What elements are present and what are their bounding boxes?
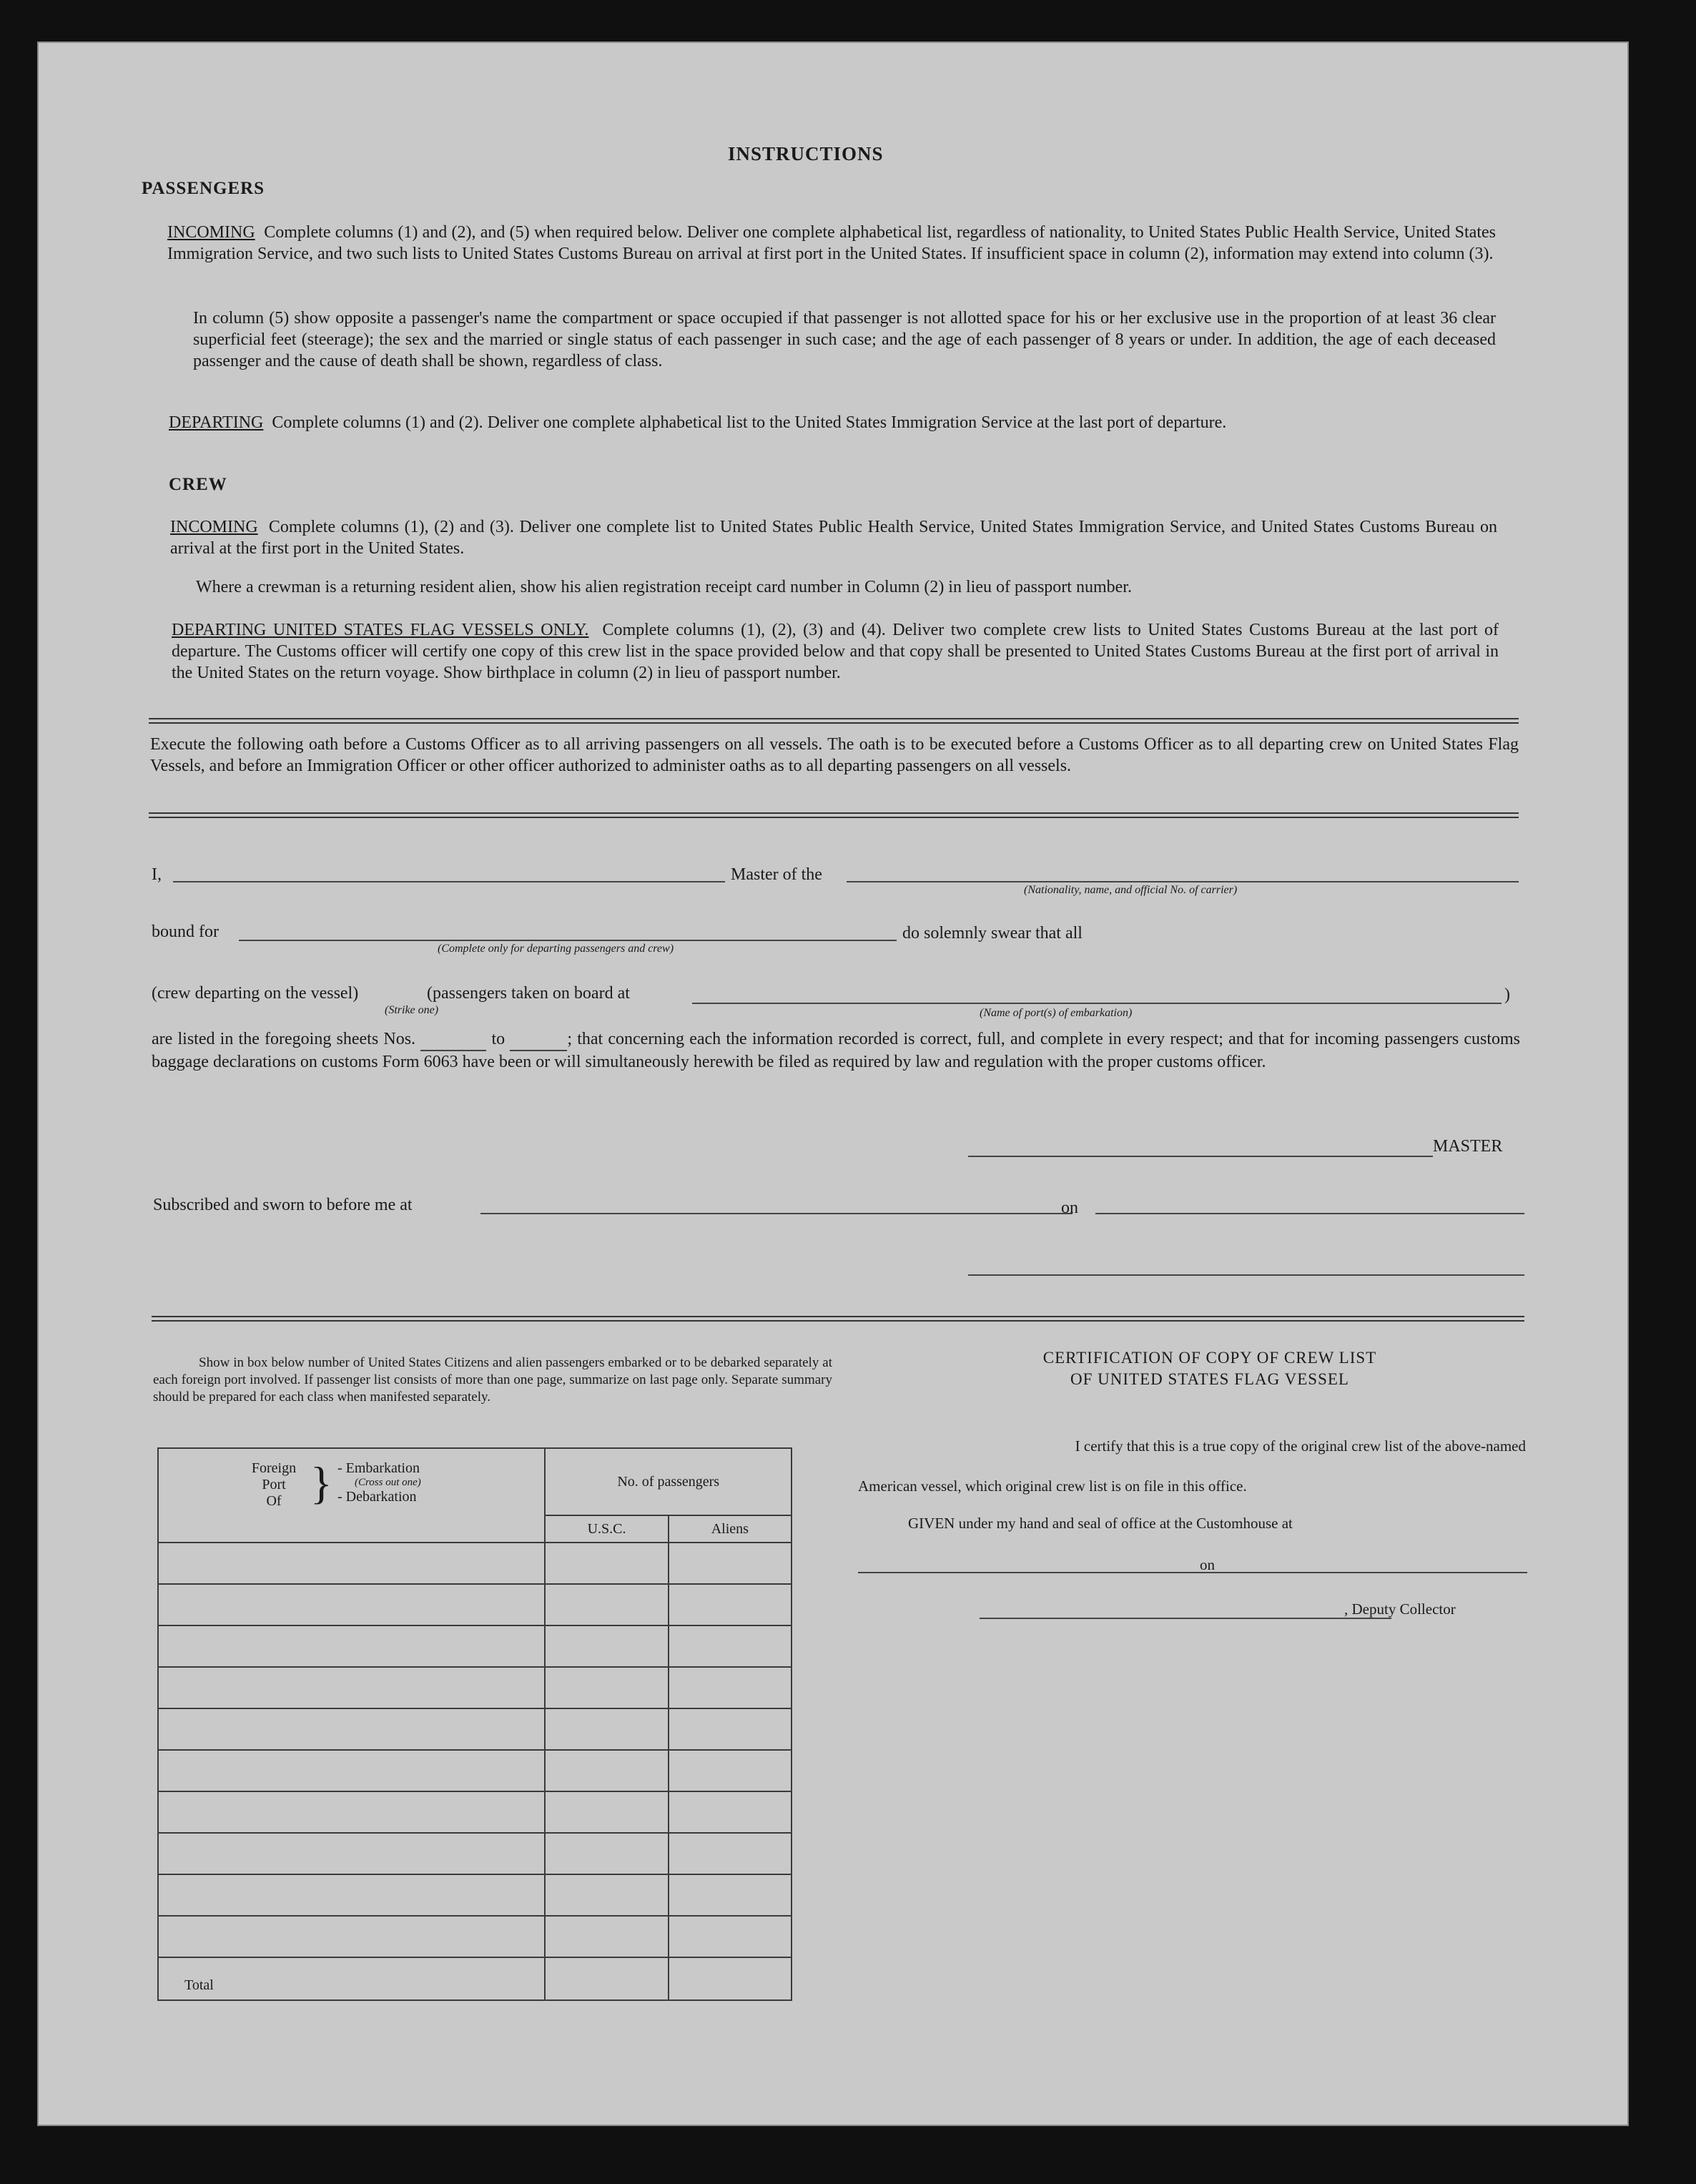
certification-line1: I certify that this is a true copy of the original crew list of the above-named [1075, 1437, 1526, 1455]
bound-for-caption: (Complete only for departing passengers and crew) [438, 943, 674, 955]
passengers-column5-paragraph: In column (5) show opposite a passenger's name the compartment or space occupied if that passenger is not allotted space for his or her exclusive use in the proportion of at least 36 clear superficial feet (steerage); the sex and the married or single status of each passenger in such case; and the age of each passenger of 8 years or under. In addition, the age of each deceased passenger and the cause of death shall be shown, regardless of class. [193, 309, 1496, 370]
usc-header: U.S.C. [545, 1515, 668, 1543]
passengers-incoming-text: Complete columns (1) and (2), and (5) when required below. Deliver one complete alphabetical list, regardless of nationality, to United States Public Health Service, United States Immigration Service, and two such lists to United States Customs Bureau on arrival at first port in the United States. If insufficient space in column (2), information may extend into column (3). [167, 223, 1496, 263]
port-cell[interactable] [158, 1584, 545, 1625]
certification-heading-line1: CERTIFICATION OF COPY OF CREW LIST [1042, 1349, 1377, 1367]
usc-cell[interactable] [545, 1874, 668, 1916]
cross-out-caption: (Cross out one) [355, 1477, 421, 1488]
embark-labels [337, 1460, 421, 1505]
aliens-total-cell[interactable] [669, 1957, 792, 2000]
aliens-cell[interactable] [669, 1791, 792, 1833]
oath-intro: Execute the following oath before a Customs Officer as to all arriving passengers on all vessels. The oath is to be executed before a Customs Officer as to all departing crew on United States Flag Vessels, and before an Immigration Officer or other officer authorized to administer oaths as to all departing passengers on all vessels. [150, 735, 1519, 775]
usc-cell[interactable] [545, 1791, 668, 1833]
embarkation-caption: (Name of port(s) of embarkation) [980, 1007, 1133, 1019]
aliens-cell[interactable] [669, 1750, 792, 1791]
port-cell[interactable] [158, 1916, 545, 1957]
deputy-collector-label: , Deputy Collector [1344, 1600, 1456, 1618]
passengers-departing-paragraph [169, 412, 1496, 433]
carrier-field[interactable] [847, 881, 1519, 882]
foreign-port-of [242, 1460, 306, 1510]
passengers-incoming-lead: INCOMING [167, 223, 255, 242]
of-label: Of [266, 1493, 282, 1509]
foreign-label: Foreign [251, 1460, 297, 1476]
usc-cell[interactable] [545, 1625, 668, 1667]
crew-departing-paragraph [172, 619, 1499, 684]
oath-listed-paragraph [152, 1028, 1520, 1073]
aliens-header: Aliens [669, 1515, 792, 1543]
oath-i-label: I, [152, 865, 162, 884]
certification-heading-line2: OF UNITED STATES FLAG VESSEL [1070, 1370, 1349, 1388]
port-cell[interactable] [158, 1791, 545, 1833]
passenger-summary-table [157, 1447, 792, 2001]
crew-departing-lead: DEPARTING UNITED STATES FLAG VESSELS ONLY. [172, 621, 589, 639]
passengers-heading: PASSENGERS [142, 179, 265, 198]
passengers-departing-lead: DEPARTING [169, 413, 264, 432]
passengers-departing-text: Complete columns (1) and (2). Deliver one complete alphabetical list to the United States Immigration Service at the last port of departure. [272, 413, 1227, 432]
total-label: Total [158, 1957, 545, 2000]
customhouse-field[interactable] [858, 1572, 1230, 1573]
certification-heading [895, 1347, 1524, 1390]
sheet-from-field[interactable] [420, 1028, 486, 1051]
port-cell[interactable] [158, 1625, 545, 1667]
embarkation-option[interactable]: - Embarkation [337, 1460, 420, 1476]
aliens-cell[interactable] [669, 1833, 792, 1874]
divider-rule [152, 1316, 1524, 1322]
deputy-collector-signature-field[interactable] [980, 1618, 1391, 1619]
certification-date-field[interactable] [1224, 1572, 1527, 1573]
master-label: MASTER [1433, 1137, 1503, 1156]
usc-cell[interactable] [545, 1584, 668, 1625]
swear-label: do solemnly swear that all [902, 924, 1083, 943]
form-page [37, 41, 1629, 2126]
port-cell[interactable] [158, 1833, 545, 1874]
port-cell[interactable] [158, 1874, 545, 1916]
port-cell[interactable] [158, 1667, 545, 1708]
divider-rule [149, 812, 1519, 818]
crew-departing-text: Complete columns (1), (2), (3) and (4). Deliver two complete crew lists to United States Customs Bureau at the last port of departure. The Customs officer will certify one copy of this crew list in the space provided below and that copy shall be presented to United States Customs Bureau at the first port of arrival in the United States on the return voyage. Show birthplace in column (2) in lieu of passport number. [172, 621, 1499, 682]
usc-cell[interactable] [545, 1916, 668, 1957]
close-paren: ) [1504, 985, 1510, 1004]
usc-cell[interactable] [545, 1833, 668, 1874]
passengers-taken-option[interactable]: (passengers taken on board at [427, 984, 630, 1003]
page-title: INSTRUCTIONS [728, 143, 884, 164]
port-cell[interactable] [158, 1708, 545, 1750]
summary-instructions: Show in box below number of United States Citizens and alien passengers embarked or to be debarked separately at each foreign port involved. If passenger list consists of more than one page, summarize on last page only. Separate summary should be prepared for each class when manifested separately. [153, 1355, 832, 1405]
no-of-passengers-header: No. of passengers [545, 1448, 792, 1515]
certification-line2: American vessel, which original crew list is on file in this office. [858, 1477, 1247, 1495]
master-signature-field[interactable] [968, 1156, 1433, 1157]
port-cell[interactable] [158, 1750, 545, 1791]
aliens-cell[interactable] [669, 1874, 792, 1916]
listed-text-a: are listed in the foregoing sheets Nos. [152, 1030, 416, 1048]
sworn-on-label: on [1061, 1199, 1078, 1217]
certification-on-label: on [1200, 1556, 1215, 1573]
strike-one-caption: (Strike one) [385, 1004, 439, 1016]
crew-resident-paragraph: Where a crewman is a returning resident alien, show his alien registration receipt card number in Column (2) in lieu of passport number. [196, 578, 1132, 596]
master-of-label: Master of the [731, 865, 822, 884]
crew-incoming-lead: INCOMING [170, 518, 258, 536]
passengers-incoming-paragraph [167, 222, 1496, 265]
usc-cell[interactable] [545, 1667, 668, 1708]
aliens-cell[interactable] [669, 1543, 792, 1584]
listed-text-b: ; that concerning each the information recorded is correct, full, and complete in every respect; and that for incoming passengers customs baggage declarations on customs Form 6063 have been or will simultaneously herewith be filed as required by law and regulation with the proper customs officer. [152, 1030, 1521, 1071]
port-label: Port [262, 1477, 286, 1492]
usc-cell[interactable] [545, 1708, 668, 1750]
usc-total-cell[interactable] [545, 1957, 668, 2000]
aliens-cell[interactable] [669, 1916, 792, 1957]
debarkation-option[interactable]: - Debarkation [337, 1489, 417, 1505]
aliens-cell[interactable] [669, 1667, 792, 1708]
sheet-to-field[interactable] [510, 1028, 567, 1051]
brace: } [310, 1457, 332, 1508]
sworn-date-field[interactable] [1095, 1213, 1524, 1214]
master-name-field[interactable] [173, 881, 725, 882]
usc-cell[interactable] [545, 1543, 668, 1584]
divider-rule [149, 718, 1519, 724]
bound-for-label: bound for [152, 923, 219, 941]
listed-to-text: to [491, 1030, 506, 1048]
crew-heading: CREW [169, 475, 227, 494]
certification-line3: GIVEN under my hand and seal of office at the Customhouse at [908, 1515, 1293, 1532]
bound-for-field[interactable] [239, 940, 897, 941]
officer-signature-field[interactable] [968, 1274, 1524, 1276]
usc-cell[interactable] [545, 1750, 668, 1791]
port-cell[interactable] [158, 1543, 545, 1584]
crew-incoming-paragraph [170, 516, 1497, 559]
aliens-cell[interactable] [669, 1708, 792, 1750]
port-header-cell [158, 1448, 545, 1543]
carrier-caption: (Nationality, name, and official No. of carrier) [1024, 884, 1238, 896]
aliens-cell[interactable] [669, 1625, 792, 1667]
subscribed-label: Subscribed and sworn to before me at [153, 1196, 413, 1214]
crew-departing-option[interactable]: (crew departing on the vessel) [152, 984, 359, 1003]
embarkation-port-field[interactable] [692, 1003, 1502, 1004]
sworn-location-field[interactable] [480, 1213, 1073, 1214]
aliens-cell[interactable] [669, 1584, 792, 1625]
crew-incoming-text: Complete columns (1), (2) and (3). Deliver one complete list to United States Public Health Service, United States Immigration Service, and United States Customs Bureau on arrival at the first port in the United States. [170, 518, 1498, 558]
